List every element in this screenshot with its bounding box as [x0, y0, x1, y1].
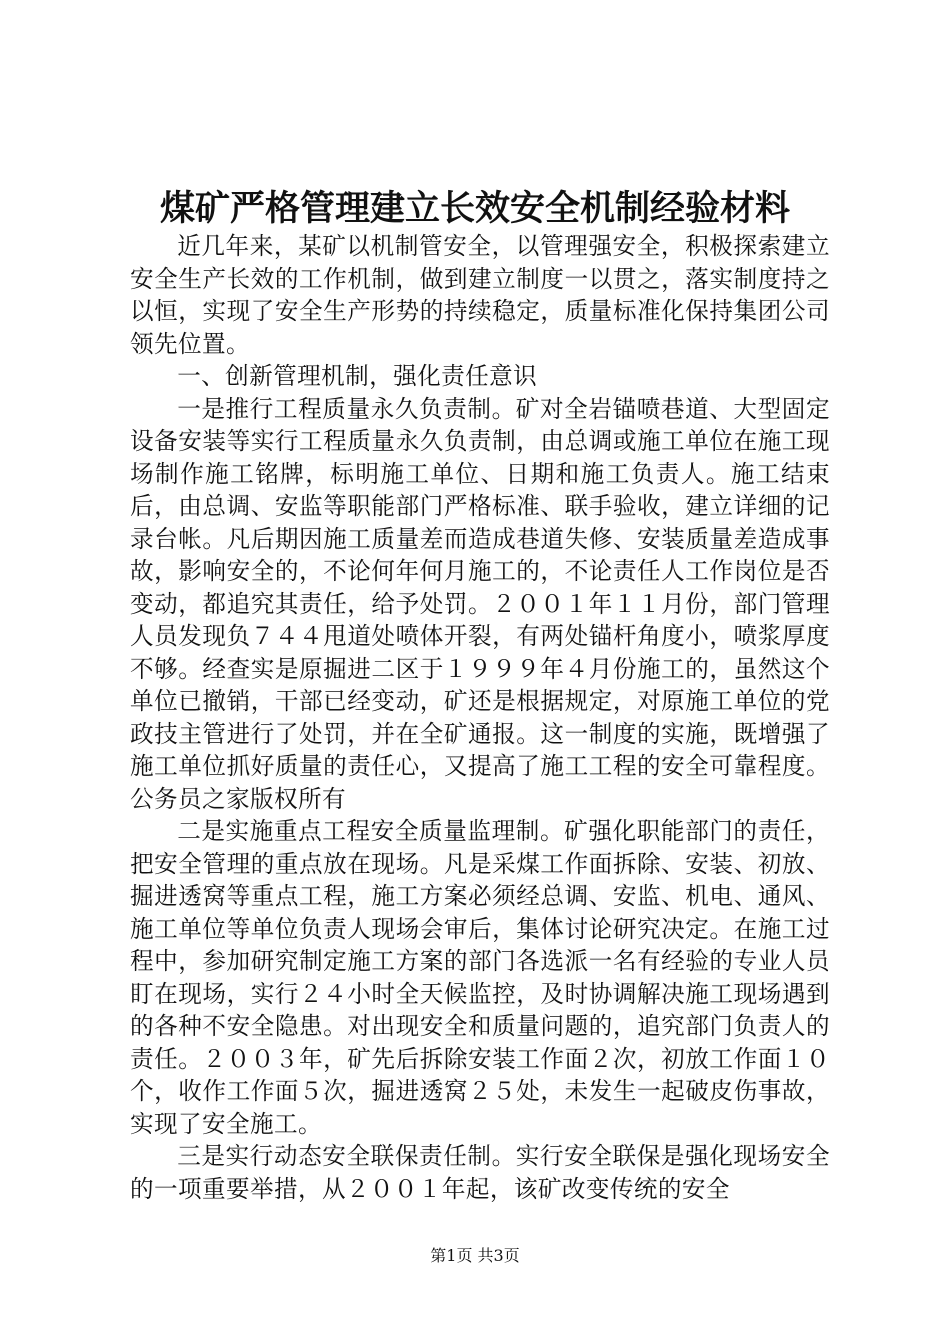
- document-body: [130, 230, 830, 1205]
- document-title: 煤矿严格管理建立长效安全机制经验材料: [159, 188, 790, 229]
- paragraph-item-3: 三是实行动态安全联保责任制。实行安全联保是强化现场安全的一项重要举措，从２００１年起，该矿改变传统的安全: [130, 1142, 830, 1203]
- page-footer: 第1页 共3页: [430, 1246, 520, 1265]
- paragraph-item-2: 二是实施重点工程安全质量监理制。矿强化职能部门的责任，把安全管理的重点放在现场。凡是采煤工作面拆除、安装、初放、掘进透窝等重点工程，施工方案必须经总调、安监、机电、通风、施工单位等单位负责人现场会审后，集体讨论研究决定。在施工过程中，参加研究制定施工方案的部门各选派一名有经验的专业人员盯在现场，实行２４小时全天候监控，及时协调解决施工现场遇到的各种不安全隐患。对出现安全和质量问题的，追究部门负责人的责任。２００３年，矿先后拆除安装工作面２次，初放工作面１０个，收作工作面５次，掘进透窝２５处，未发生一起破皮伤事故，实现了安全施工。: [130, 817, 830, 1138]
- paragraph-item-1: 一是推行工程质量永久负责制。矿对全岩锚喷巷道、大型固定设备安装等实行工程质量永久负责制，由总调或施工单位在施工现场制作施工铭牌，标明施工单位、日期和施工负责人。施工结束后，由总调、安监等职能部门严格标准、联手验收，建立详细的记录台帐。凡后期因施工质量差而造成巷道失修、安装质量差造成事故，影响安全的，不论何年何月施工的，不论责任人工作岗位是否变动，都追究其责任，给予处罚。２００１年１１月份，部门管理人员发现负７４４甩道处喷体开裂，有两处锚杆角度小，喷浆厚度不够。经查实是原掘进二区于１９９９年４月份施工的，虽然这个单位已撤销，干部已经变动，矿还是根据规定，对原施工单位的党政技主管进行了处罚，并在全矿通报。这一制度的实施，既增强了施工单位抓好质量的责任心，又提高了施工工程的安全可靠程度。公务员之家版权所有: [130, 394, 830, 813]
- paragraph-intro: 近几年来，某矿以机制管安全，以管理强安全，积极探索建立安全生产长效的工作机制，做到建立制度一以贯之，落实制度持之以恒，实现了安全生产形势的持续稳定，质量标准化保持集团公司领先位置。: [130, 232, 830, 358]
- section-heading-1: 一、创新管理机制，强化责任意识: [177, 362, 538, 390]
